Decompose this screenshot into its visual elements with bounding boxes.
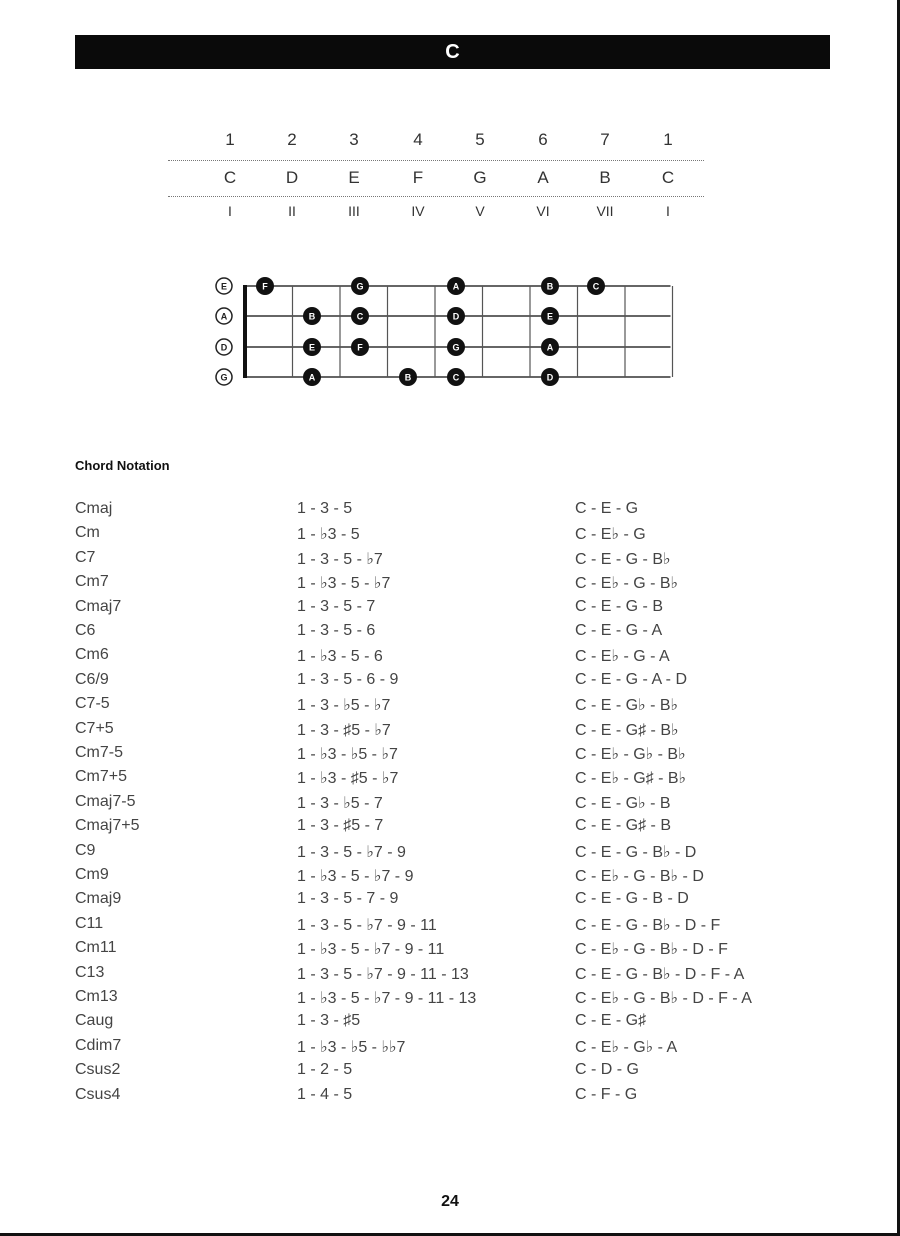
chord-name: C9 bbox=[75, 841, 96, 859]
chord-notes: C - E - G - B♭ - D bbox=[575, 843, 697, 861]
scale-note: F bbox=[412, 168, 424, 187]
note-marker-label: C bbox=[592, 281, 600, 292]
scale-degrees-row bbox=[168, 130, 704, 154]
note-marker-label: A bbox=[452, 281, 460, 292]
chord-formula: 1 - 3 - ♯5 bbox=[297, 1012, 361, 1030]
note-marker-label: G bbox=[356, 281, 364, 292]
chord-notes: C - E♭ - G - B♭ - D - F - A bbox=[575, 990, 752, 1007]
chord-formula: 1 - 2 - 5 bbox=[297, 1061, 353, 1079]
chord-name: Caug bbox=[75, 1012, 114, 1030]
chord-notes: C - E - G - A - D bbox=[575, 670, 688, 688]
chord-notes: C - E - G bbox=[575, 500, 639, 517]
chord-row bbox=[75, 646, 825, 670]
scale-note: C bbox=[661, 168, 675, 187]
chord-notes: C - D - G bbox=[575, 1061, 639, 1079]
scale-note: A bbox=[537, 168, 549, 187]
chord-formula: 1 - 3 - 5 - 6 bbox=[297, 622, 376, 639]
chord-formula: 1 - 3 - ♭5 - 7 bbox=[297, 794, 383, 812]
chord-notes: C - E♭ - G - A bbox=[575, 648, 670, 666]
chord-notes: C - E♭ - G♭ - B♭ bbox=[575, 746, 686, 763]
chord-notes: C - E♭ - G♯ - B♭ bbox=[575, 770, 687, 788]
chord-name: Cm6 bbox=[75, 646, 109, 664]
chord-formula: 1 - ♭3 - 5 - ♭7 - 9 - 11 - 13 bbox=[297, 990, 477, 1007]
scale-degree: 4 bbox=[413, 130, 423, 149]
chord-row bbox=[75, 1037, 825, 1061]
chord-row bbox=[75, 695, 825, 719]
chord-row bbox=[75, 573, 825, 597]
chord-row bbox=[75, 671, 825, 695]
chord-formula: 1 - 3 - 5 - ♭7 - 9 - 11 - 13 bbox=[297, 965, 469, 983]
note-marker-label: C bbox=[356, 311, 364, 322]
open-string-label: D bbox=[220, 342, 228, 353]
chord-name: Csus4 bbox=[75, 1085, 121, 1103]
chord-row bbox=[75, 890, 825, 914]
chord-row bbox=[75, 720, 825, 744]
chord-notes: C - E - G - B bbox=[575, 597, 663, 615]
chord-formula: 1 - 3 - 5 - 7 - 9 bbox=[297, 890, 399, 908]
chord-name: Cm7-5 bbox=[75, 744, 124, 761]
fretboard-diagram bbox=[205, 270, 675, 390]
note-marker-label: C bbox=[452, 372, 460, 383]
scale-note: G bbox=[473, 168, 487, 187]
chord-row bbox=[75, 817, 825, 841]
open-string-label: E bbox=[220, 281, 228, 292]
chord-name: Cmaj7-5 bbox=[75, 792, 136, 810]
note-marker-label: G bbox=[452, 342, 460, 353]
chord-formula: 1 - 3 - 5 - ♭7 - 9 - 11 bbox=[297, 916, 437, 934]
chord-notes: C - E♭ - G - B♭ bbox=[575, 575, 679, 593]
note-marker-label: A bbox=[308, 372, 316, 383]
nut bbox=[243, 285, 247, 378]
note-marker-label: D bbox=[546, 372, 554, 383]
chord-formula: 1 - 3 - 5 - 7 bbox=[297, 597, 376, 615]
chord-row bbox=[75, 744, 825, 768]
chord-name: C7-5 bbox=[75, 695, 110, 713]
scale-degree: 7 bbox=[600, 130, 610, 149]
chord-name: C6 bbox=[75, 622, 96, 639]
chord-notes: C - E - G - B♭ bbox=[575, 550, 671, 568]
chord-row bbox=[75, 768, 825, 792]
chord-row bbox=[75, 842, 825, 866]
chord-notes: C - E - G - B♭ - D - F bbox=[575, 916, 721, 934]
chord-row bbox=[75, 866, 825, 890]
scale-table bbox=[168, 130, 704, 219]
chord-notes: C - E - G♯ bbox=[575, 1012, 647, 1030]
chord-name: C7 bbox=[75, 548, 96, 566]
note-marker-label: B bbox=[404, 372, 412, 383]
note-marker-label: B bbox=[308, 311, 316, 322]
chord-name: Cm7+5 bbox=[75, 768, 128, 786]
chord-notes: C - E♭ - G bbox=[575, 526, 646, 544]
chord-name: Csus2 bbox=[75, 1061, 121, 1079]
chord-formula: 1 - ♭3 - 5 bbox=[297, 526, 360, 544]
chord-row bbox=[75, 524, 825, 548]
chord-row bbox=[75, 939, 825, 963]
chord-name: C6/9 bbox=[75, 670, 109, 688]
fretboard-svg bbox=[205, 270, 675, 390]
scale-roman-numeral: VI bbox=[536, 203, 550, 219]
chord-row bbox=[75, 500, 825, 524]
scale-roman-row bbox=[168, 203, 704, 227]
chord-row bbox=[75, 598, 825, 622]
chord-formula: 1 - 4 - 5 bbox=[297, 1085, 353, 1103]
chord-formula: 1 - 3 - ♭5 - ♭7 bbox=[297, 697, 391, 715]
chord-notes: C - E♭ - G - B♭ - D bbox=[575, 868, 704, 885]
scale-degree: 1 bbox=[663, 130, 673, 149]
chord-notes: C - E - G - B♭ - D - F - A bbox=[575, 965, 745, 983]
scale-degree: 3 bbox=[349, 130, 359, 149]
chord-row bbox=[75, 1012, 825, 1036]
chord-name: Cm13 bbox=[75, 988, 118, 1005]
scale-notes-row bbox=[168, 168, 704, 192]
chord-formula: 1 - 3 - 5 bbox=[297, 500, 353, 517]
scale-divider bbox=[168, 196, 704, 197]
chord-name: Cm bbox=[75, 524, 100, 542]
note-marker-label: F bbox=[262, 281, 268, 292]
chord-notes: C - F - G bbox=[575, 1085, 638, 1103]
chord-row bbox=[75, 793, 825, 817]
note-marker-label: A bbox=[546, 342, 554, 353]
chord-row bbox=[75, 622, 825, 646]
scale-degree: 6 bbox=[538, 130, 548, 149]
scale-roman-numeral: I bbox=[666, 203, 670, 219]
scale-note: B bbox=[599, 168, 611, 187]
chord-name: Cm11 bbox=[75, 939, 117, 957]
chord-name: C7+5 bbox=[75, 719, 114, 737]
chord-name: Cdim7 bbox=[75, 1036, 122, 1054]
chord-formula: 1 - ♭3 - ♭5 - ♭♭7 bbox=[297, 1038, 406, 1056]
chord-notes: C - E - G♯ - B bbox=[575, 817, 671, 835]
chord-name: Cmaj bbox=[75, 500, 113, 517]
chord-name: Cmaj7+5 bbox=[75, 817, 140, 835]
scale-roman-numeral: II bbox=[288, 203, 296, 219]
chord-notes: C - E♭ - G♭ - A bbox=[575, 1038, 678, 1056]
page-title: C bbox=[445, 41, 460, 63]
chord-row bbox=[75, 964, 825, 988]
open-string-label: A bbox=[220, 311, 228, 322]
chord-notes: C - E - G♯ - B♭ bbox=[575, 721, 679, 739]
chord-row bbox=[75, 988, 825, 1012]
chord-formula: 1 - 3 - ♯5 - 7 bbox=[297, 817, 384, 835]
page-number: 24 bbox=[441, 1193, 459, 1210]
chord-formula: 1 - ♭3 - 5 - 6 bbox=[297, 648, 383, 666]
chord-formula: 1 - ♭3 - ♯5 - ♭7 bbox=[297, 770, 399, 788]
chord-notes: C - E - G - A bbox=[575, 622, 663, 639]
chord-notes: C - E♭ - G - B♭ - D - F bbox=[575, 941, 728, 959]
scale-roman-numeral: III bbox=[348, 203, 360, 219]
scale-roman-numeral: V bbox=[475, 203, 485, 219]
note-marker-label: F bbox=[357, 342, 363, 353]
scale-roman-numeral: I bbox=[228, 203, 232, 219]
scale-degree: 5 bbox=[475, 130, 485, 149]
chord-formula: 1 - 3 - 5 - ♭7 bbox=[297, 550, 383, 568]
chord-row bbox=[75, 915, 825, 939]
chord-formula: 1 - ♭3 - 5 - ♭7 - 9 bbox=[297, 868, 414, 885]
chord-row bbox=[75, 1061, 825, 1085]
chord-notes: C - E - G - B - D bbox=[575, 890, 689, 908]
note-marker-label: E bbox=[308, 342, 316, 353]
chord-formula: 1 - ♭3 - 5 - ♭7 bbox=[297, 575, 391, 593]
chord-name: C13 bbox=[75, 963, 105, 981]
chord-formula: 1 - ♭3 - ♭5 - ♭7 bbox=[297, 746, 398, 763]
scale-degree: 2 bbox=[287, 130, 297, 149]
chord-notes: C - E - G♭ - B bbox=[575, 794, 671, 812]
chord-name: Cm9 bbox=[75, 866, 109, 883]
scale-divider bbox=[168, 160, 704, 161]
chord-formula: 1 - 3 - 5 - 6 - 9 bbox=[297, 670, 399, 688]
chord-row bbox=[75, 1086, 825, 1110]
chord-name: Cmaj7 bbox=[75, 597, 122, 615]
chord-notes: C - E - G♭ - B♭ bbox=[575, 697, 679, 715]
chord-formula: 1 - ♭3 - 5 - ♭7 - 9 - 11 bbox=[297, 941, 445, 959]
scale-degree: 1 bbox=[225, 130, 235, 149]
note-marker-label: E bbox=[546, 311, 554, 322]
scale-note: E bbox=[348, 168, 360, 187]
chord-formula: 1 - 3 - 5 - ♭7 - 9 bbox=[297, 843, 406, 861]
chord-notation-heading: Chord Notation bbox=[75, 458, 170, 473]
scale-roman-numeral: VII bbox=[596, 203, 614, 219]
chord-name: Cmaj9 bbox=[75, 890, 122, 908]
open-string-label: G bbox=[220, 372, 228, 383]
chord-formula: 1 - 3 - ♯5 - ♭7 bbox=[297, 721, 391, 739]
scale-note: C bbox=[223, 168, 237, 187]
note-marker-label: B bbox=[546, 281, 554, 292]
chord-row bbox=[75, 549, 825, 573]
scale-roman-numeral: IV bbox=[411, 203, 425, 219]
chord-name: C11 bbox=[75, 914, 104, 932]
scale-note: D bbox=[285, 168, 299, 187]
chord-name: Cm7 bbox=[75, 573, 109, 591]
note-marker-label: D bbox=[452, 311, 460, 322]
page-title-bar bbox=[75, 35, 830, 69]
